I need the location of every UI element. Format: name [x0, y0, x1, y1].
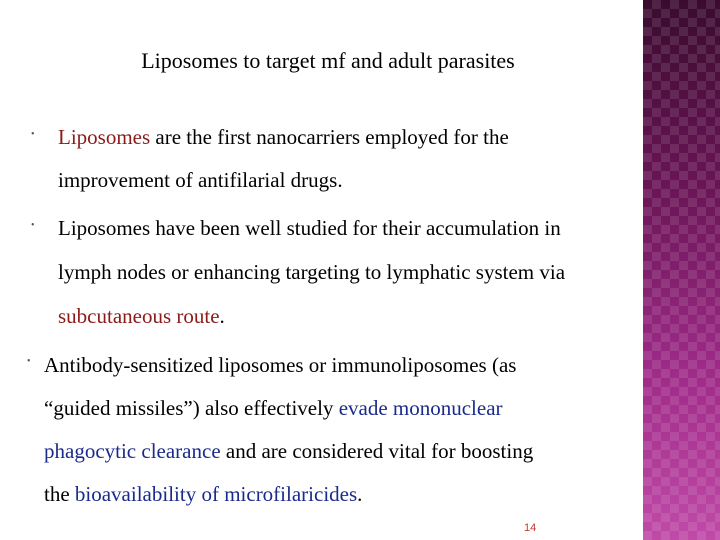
page-number: 14 — [524, 522, 537, 534]
bullet-3-line-4: the bioavailability of microfilaricides. — [44, 482, 363, 506]
highlight-liposomes: Liposomes — [58, 125, 151, 149]
decorative-side-band — [643, 0, 720, 540]
bullet-3-line-3: phagocytic clearance and are considered vital for boosting — [44, 439, 534, 463]
bullet-1-line-2: improvement of antifilarial drugs. — [58, 168, 343, 192]
bullet-2-line-2: lymph nodes or enhancing targeting to lymphatic system via — [58, 260, 566, 284]
slide-title: Liposomes to target mf and adult parasites — [141, 48, 515, 73]
highlight-phagocytic-clearance: phagocytic clearance — [44, 439, 221, 463]
bullet-3-line-1: Antibody-sensitized liposomes or immunoliposomes (as — [44, 353, 517, 377]
bullet-1-marker: • — [31, 129, 35, 140]
highlight-bioavailability: bioavailability of microfilaricides — [74, 482, 358, 506]
bullet-2-line-1: Liposomes have been well studied for their accumulation in — [58, 216, 561, 240]
highlight-evade-mononuclear: evade mononuclear — [338, 396, 503, 420]
bullet-3-marker: • — [27, 356, 31, 367]
highlight-subcutaneous-route: subcutaneous route — [58, 304, 220, 328]
bullet-2-line-3: subcutaneous route. — [58, 304, 225, 328]
bullet-1-line-1: Liposomes are the first nanocarriers employed for the — [58, 125, 509, 149]
bullet-3-line-2: “guided missiles”) also effectively evade mononuclear — [44, 396, 503, 420]
bullet-2-marker: • — [31, 220, 35, 231]
